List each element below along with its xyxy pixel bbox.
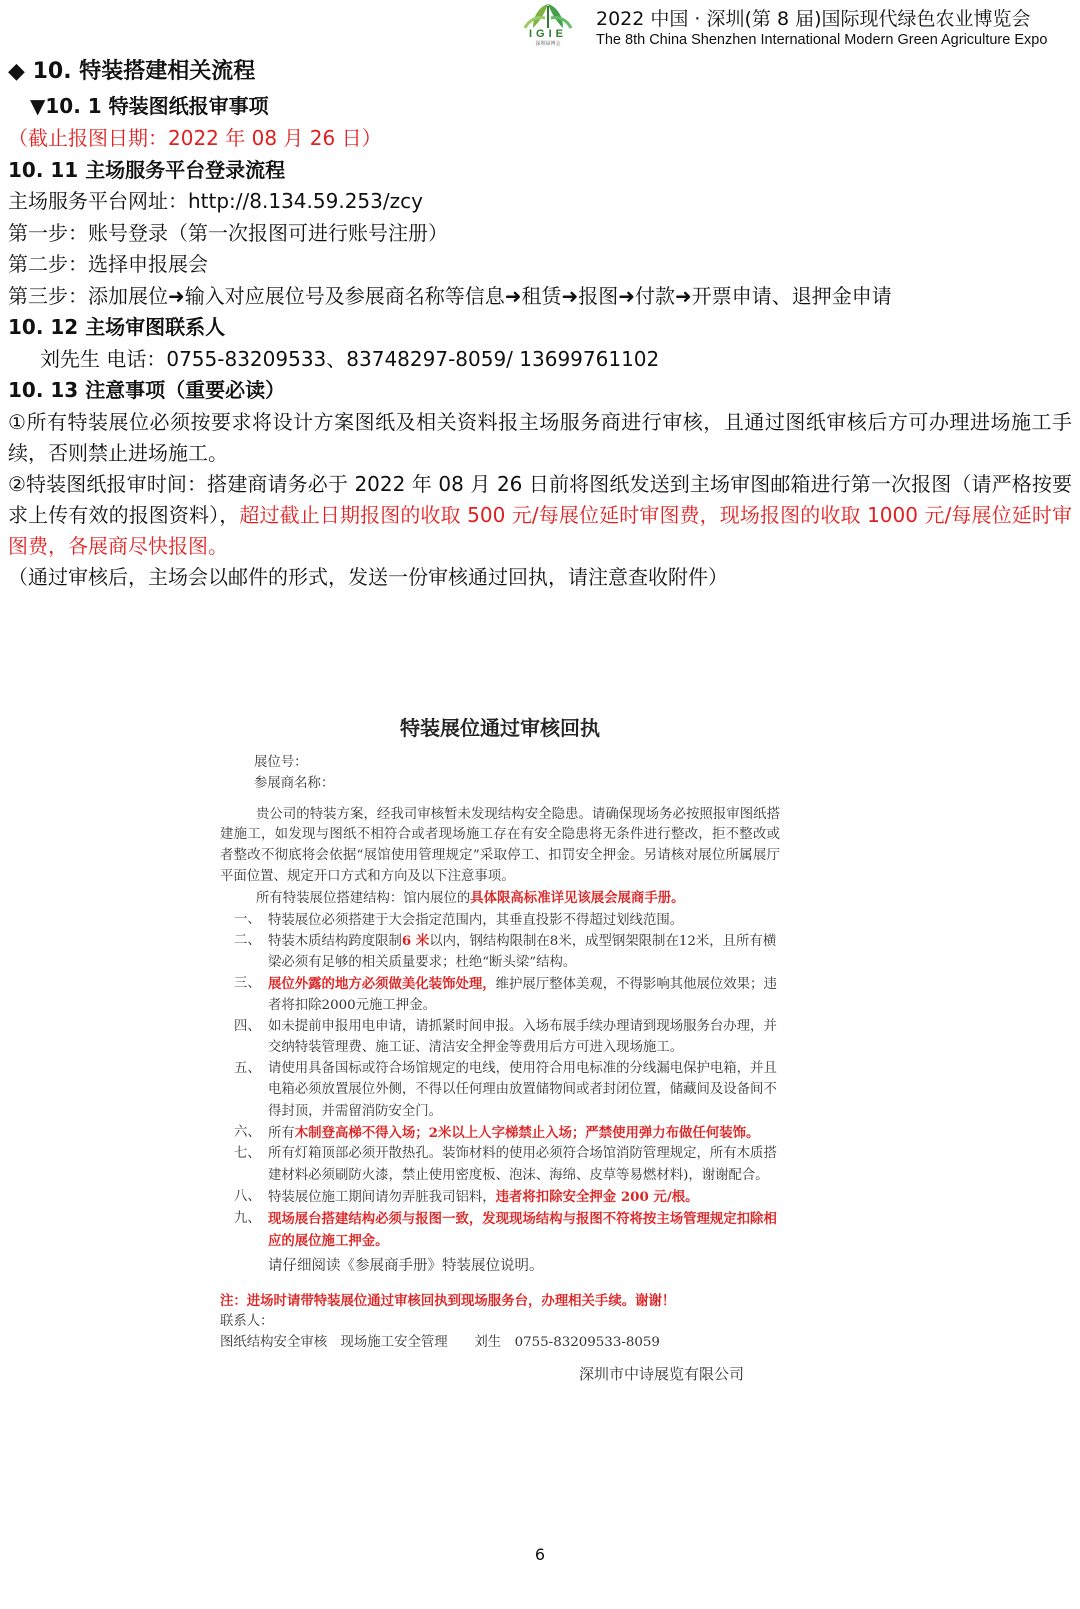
note-2 — [8, 469, 1072, 562]
receipt-item-text — [268, 931, 780, 974]
login-title: 10. 11 主场服务平台登录流程 — [8, 157, 286, 182]
receipt-item — [220, 1017, 780, 1060]
document-body — [8, 54, 1072, 593]
receipt-item — [220, 1144, 780, 1187]
receipt-item — [220, 974, 780, 1017]
step-1: 第一步：账号登录（第一次报图可进行账号注册） — [8, 220, 448, 245]
receipt-item-segment: 维护展厅整体美观，不得影响其他展位效果；违者将扣除2000元施工押金。 — [268, 976, 777, 1013]
page-header — [0, 0, 1080, 60]
step-3: 第三步：添加展位➜输入对应展位号及参展商名称等信息➜租赁➜报图➜付款➜开票申请、退押金申请 — [8, 283, 892, 308]
receipt-item-text — [268, 974, 780, 1017]
receipt-item-highlight: 现场展台搭建结构必须与报图一致，发现现场结构与报图不符将按主场管理规定扣除相应的展位施工押金。 — [268, 1210, 777, 1249]
platform-url: 主场服务平台网址：http://8.134.59.253/zcy — [8, 189, 423, 213]
receipt-item-text — [268, 1144, 780, 1187]
receipt-item-text — [268, 910, 780, 932]
height-limit-highlight: 具体限高标准详见该展会展商手册。 — [470, 889, 685, 906]
logo-subtext: 深圳绿博会 — [535, 41, 561, 47]
receipt-item — [220, 931, 780, 974]
header-title-en: The 8th China Shenzhen International Modern Green Agriculture Expo — [596, 32, 1048, 48]
receipt-item-number: 五、 — [234, 1061, 261, 1077]
receipt-item-segment: 以内，钢结构限制在8米，成型钢架限制在12米，且所有横梁必须有足够的相关质量要求；杜绝“断头梁”结构。 — [268, 934, 777, 971]
receipt-item — [220, 1187, 780, 1209]
receipt-item-number: 九、 — [234, 1210, 261, 1226]
receipt-item-segment: 请使用具备国标或符合场馆规定的电线，使用符合用电标准的分线漏电保护电箱，并且电箱必须放置展位外侧，不得以任何理由放置储物间或者封闭位置，储藏间及设备间不得封顶，并需留消防安全门。 — [268, 1061, 777, 1119]
receipt-item-segment: 特装木质结构跨度限制 — [268, 934, 402, 950]
height-limit-line — [220, 888, 780, 910]
receipt-item-segment: 特装展位施工期间请勿弄脏我司铝料， — [268, 1189, 496, 1205]
note-3: （通过审核后，主场会以邮件的形式，发送一份审核通过回执，请注意查收附件） — [8, 564, 728, 589]
receipt-company: 深圳市中诗展览有限公司 — [578, 1364, 744, 1383]
page-number: 6 — [534, 1545, 546, 1564]
height-limit-text: 所有特装展位搭建结构：馆内展位的 — [256, 890, 471, 906]
receipt-item-number: 八、 — [234, 1188, 261, 1204]
expo-logo — [515, 2, 581, 48]
receipt-item-highlight: 违者将扣除安全押金 200 元/根。 — [495, 1188, 699, 1205]
receipt-item — [220, 1123, 780, 1145]
receipt-item-text — [268, 1187, 780, 1209]
receipt-contact-label: 联系人： — [220, 1313, 274, 1329]
logo-text: IGIE — [528, 28, 567, 40]
booth-number-label: 展位号： — [254, 755, 308, 770]
receipt-intro: 贵公司的特装方案，经我司审核暂未发现结构安全隐患。请确保现场务必按照报审图纸搭建施工，如发现与图纸不相符合或者现场施工存在有安全隐患将无条件进行整改，拒不整改或者整改不彻底将会依据“展馆使用管理规定”采取停工、扣罚安全押金。另请核对展位所属展厅平面位置、规定开口方式和方向及以下注意事项。 — [220, 806, 780, 884]
receipt-item-number: 四、 — [234, 1018, 261, 1034]
receipt-item-text — [268, 1123, 780, 1145]
contact-line: 刘先生 电话：0755-83209533、83748297-8059/ 13699761102 — [40, 346, 660, 371]
section-title: ◆ 10. 特装搭建相关流程 — [8, 59, 256, 84]
receipt-contact-roles: 图纸结构安全审核 现场施工安全管理 刘生 0755-83209533-8059 — [220, 1334, 660, 1350]
note-1: ①所有特装展位必须按要求将设计方案图纸及相关资料报主场服务商进行审核，且通过图纸审核后方可办理进场施工手续，否则禁止进场施工。 — [8, 409, 1072, 465]
contact-title: 10. 12 主场审图联系人 — [8, 315, 226, 339]
receipt-item-number: 六、 — [234, 1124, 261, 1140]
receipt-item-text — [268, 1209, 780, 1253]
header-title-cn: 2022 中国 · 深圳(第 8 届)国际现代绿色农业博览会 — [596, 8, 1031, 30]
receipt-item-number: 一、 — [234, 911, 261, 927]
receipt-item-highlight: 木制登高梯不得入场；2米以上人字梯禁止入场；严禁使用弹力布做任何装饰。 — [294, 1124, 760, 1141]
receipt-item-number: 二、 — [234, 933, 261, 949]
receipt-item-segment: 所有 — [268, 1125, 295, 1141]
note-2-fee-warning: 超过截止日期报图的收取 500 元/每展位延时审图费，现场报图的收取 1000 元/每展位延时审图费，各展商尽快报图。 — [8, 502, 1072, 558]
receipt-item — [220, 1059, 780, 1122]
receipt-item-text — [268, 1017, 780, 1060]
deadline-note: （截止报图日期：2022 年 08 月 26 日） — [8, 126, 382, 150]
receipt-item-segment: 如未提前申报用电申请，请抓紧时间申报。入场布展手续办理请到现场服务台办理，并交纳特装管理费、施工证、清洁安全押金等费用后方可进入现场施工。 — [268, 1018, 777, 1056]
receipt-items — [220, 910, 780, 1253]
receipt-item-segment: 特装展位必须搭建于大会指定范围内，其垂直投影不得超过划线范围。 — [268, 912, 684, 928]
receipt-item-highlight: 展位外露的地方必须做美化装饰处理， — [268, 975, 496, 992]
subsection-title: ▼10. 1 特装图纸报审事项 — [30, 94, 269, 118]
receipt-item-number: 三、 — [234, 975, 261, 991]
receipt-item-segment: 所有灯箱顶部必须开散热孔。装饰材料的使用必须符合场馆消防管理规定，所有木质搭建材料必须刷防火漆，禁止使用密度板、泡沫、海绵、皮草等易燃材料)，谢谢配合。 — [268, 1146, 777, 1184]
receipt-item — [220, 1209, 780, 1253]
exhibitor-label: 参展商名称： — [254, 775, 335, 791]
receipt-title: 特装展位通过审核回执 — [400, 716, 600, 740]
receipt-item-number: 七、 — [234, 1146, 261, 1162]
bring-receipt-note: 注：进场时请带特装展位通过审核回执到现场服务台，办理相关手续。谢谢！ — [220, 1293, 676, 1310]
read-manual-note: 请仔细阅读《参展商手册》特装展位说明。 — [268, 1258, 544, 1275]
receipt-item-highlight: 6 米 — [401, 933, 430, 950]
receipt-item-text — [268, 1059, 780, 1122]
step-2: 第二步：选择申报展会 — [8, 252, 208, 276]
approval-receipt-image — [220, 712, 780, 1512]
receipt-item — [220, 910, 780, 932]
note-2-text: ②特装图纸报审时间：搭建商请务必于 2022 年 08 月 26 日前将图纸发送到主场审图邮箱进行第一次报图（请严格按要求上传有效的报图资料）， — [8, 471, 1072, 527]
notes-title: 10. 13 注意事项（重要必读） — [8, 378, 286, 402]
